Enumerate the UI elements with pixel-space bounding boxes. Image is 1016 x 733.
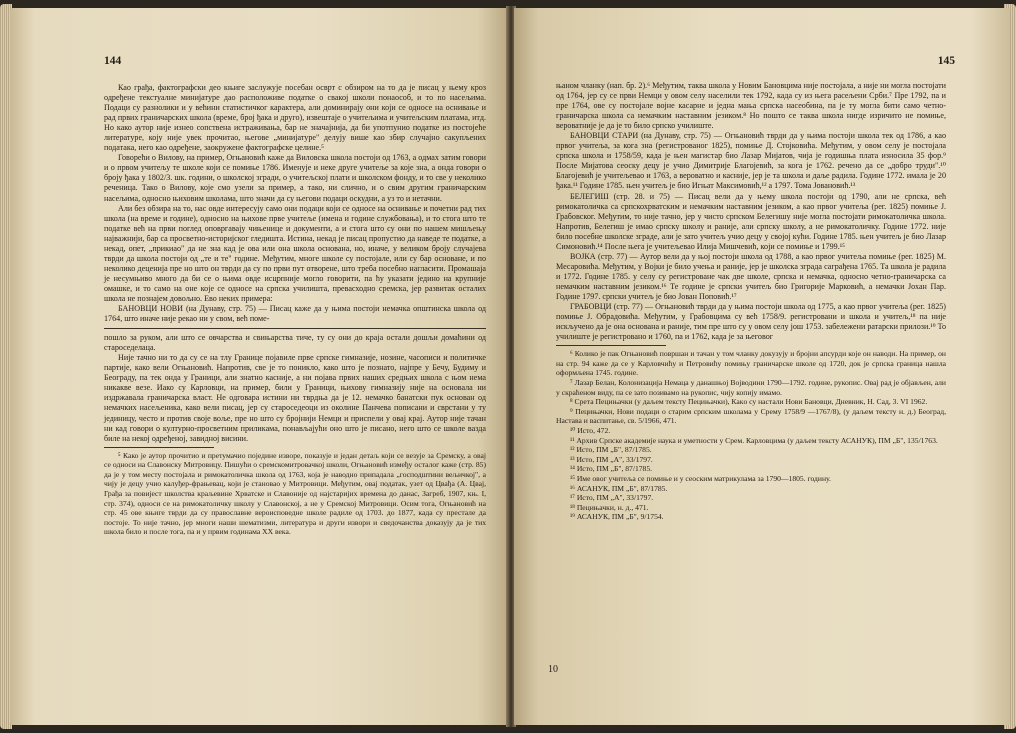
footnote: ⁸ Срета Пецињачки (у даљем тексту Пецињачки), Какo су настали Нови Бановци, Дневник, Н. Сад, 3. VI 1962. — [570, 397, 928, 407]
signature-mark: 10 — [548, 664, 558, 675]
footnote: ¹⁹ АСАНУК, ПМ „Б", 9/1754. — [570, 512, 664, 522]
left-text-column — [104, 83, 486, 537]
page-number: 144 — [104, 55, 122, 67]
footnote: ¹³ Исто, ПМ „А", 33/1797. — [570, 454, 653, 464]
right-text-column — [556, 81, 946, 522]
footnote: ¹⁷ Исто, ПМ „А", 33/1797. — [570, 493, 654, 503]
paragraph: ГРАБОВЦИ (стр. 77) — Огњановић тврди да у њима постоји школа од 1775, а као првог учитеља (рег. 1825) помиње Ј. Обрадовића. Међутим, у Грабовцима су већ 1758/9. регистровани и школа и учитељ,¹⁸ па није искључено да је она основана и раније, тим пре што су у овом селу још 1753. забележени ратарски прилози.¹⁹ То училиште је регистровано и 1760, па и 1762, када је за његовог — [556, 302, 946, 342]
footnote: ¹⁶ АСАНУК, ПМ „Б", 87/1785. — [570, 483, 668, 493]
footnote: ¹¹ Архив Српске академије наука и уметности у Срем. Карловцима (у даљем тексту АСАНУК), ПМ „Б", 135/1763. — [570, 435, 938, 445]
footnote: ¹⁸ Пецињачки, н. д., 471. — [570, 502, 649, 512]
divider — [104, 328, 486, 329]
paragraph: Као грађа, фактографски део књиге заслужује посебан осврт с обзиром на то да је писац у њему кроз одређене текстуалне минијатуре дао расположиве податке о свакој школи понаособ, и то по насељима. Подаци су разнолики и у већини статистичког карактера, али доминирају они који се односе на оснивање и рад првих граничарских школа (време, број ђака и друго), извештаје о учитељима и учитељским платама, итд. Но како аутор није изнео сопствена истраживања, бар не значајнија, да би употпунио податке из постојеће литературе, коју није увек прочитао, његове „минијатуре" делују више као збир случајно сакупљених података, него као одређене, заокружене фактографске целине.⁵ — [104, 83, 486, 153]
right-page — [514, 8, 1010, 725]
footnotes — [104, 451, 486, 537]
footnote: ⁷ Лазар Белан, Колонизација Немаца у данашњој Војводини 1790—1792. године, рукопис. Овај рад је објављен, али у скраћеном виду, па се зато позивамо на рукопис, чију копију имамо. — [556, 378, 946, 397]
footnote: ⁶ Колико је пак Огњановић површан и тачан у том чланку докузују и бројни апсурди које он наводи. На пример, он на стр. 94 каже да се у Карловчићу и Петровићу помињу граничарске школе од 1720, док је српска граница нашла оформљена 1745. године. — [556, 349, 946, 378]
paragraph: њаном чланку (нап. бр. 2).⁶ Међутим, таква школа у Новим Бановцима није постојала, а није ни могла постојати од 1764, јер су се први Немци у овом селу населили тек 1792, када су из њега расељени Срби.⁷ Пре 1792, па и пре 1764, ове су постојале војне касарне и једна мања српска насеобина, па је ту могла бити само четно-граничарска школа са немачким наставним језиком.⁸ Но пошто се таква школа нигде изричито не помиње, вероватније је да је то било српско училиште. — [556, 81, 946, 131]
footnote-rule — [556, 345, 666, 346]
footnote: ¹⁴ Исто, ПМ „Б", 87/1785. — [570, 464, 653, 474]
footnote: ⁹ Пецињачки, Нови подаци о старим српским школама у Срему 1758/9 —1767/8), (у даљем тексту н. д.) Београд, Настава и васпитање, св. 5/1966, 471. — [556, 406, 946, 426]
paragraph: Али без обзира на то, нас овде интересују само они подаци који се односе на оснивање и почетни рад тих школа (на време и године), односно на њихове прве учитеље (имена и године службовања), и то стога што те податке већ на први поглед оповргавају чињенице и документи, а и стога што су они по нашем мишљењу најважнији, бар са просветно-историјског гледишта. Истина, некад је писац пропустио да наведе те податке, а некад, опет, „прикиао" да не зна кад је ова или она школа основана, но, иначе, у великом броју случајева тврди да школа постоји од „те и те" године. Међутим, многе школе су постојале, или су бар основане, и по неколико деценија пре но што он тврди да су по први пут отворене, што треба посебно нагласити. Промашаја је несумњиво много да би се о њима овде исцрпније могло говорити, па ћу указати једино на крупније омашке, и то само на оне које се односе на српска училишта, превасходно сремска, јер развитак осталих школа не познајем довољно. Ево неких примера: — [104, 203, 486, 303]
paragraph: пошло за руком, али што се овчарства и свињарства тиче, ту су они до краја остали дошљи домаћини од староседелаца. — [104, 333, 486, 353]
footnote: ¹⁰ Исто, 472. — [570, 425, 611, 435]
footnotes — [556, 349, 946, 522]
footnote: ¹⁵ Име овог учитеља се помиње и у сеоским матрикулама за 1790—1805. годину. — [570, 473, 831, 483]
footnote: ⁵ Како је аутор прочитио и претумачио поједине изворе, показује и један детаљ који се везује за Сремску, а овај се односи на Славонску Митровицу. Пишући о сремскомитровачкој школи, Огњановић између осталог каже (стр. 85) да је у том месту постојала и римокатоличка школа од 1763, која је наводно припадала „господштини вељичкој", а чију је децу учио калуђер-фрањевац, који је становао у Митровици. Међутим, овај податак, узет од Цвађа (А. Цвај, Грађа за повијест школства краљевине Хрватске и Славоније од најстаријих времена до данас, Загреб, 1907, књ. I, стр. 374), односи се на римокатоличку школу у Славонској, а не у Сремској Митровици. Осим тога, Огњановић на стр. 45 ове књиге тврди да су православне вероисповедне школе радиле од 1703. до 1877, када су престале да постоје. То није тачно, јер многи наши шематизми, литература и други извори и сведочанства доказују да је тих школа било и после тога, па и у првим годинама XX века. — [104, 450, 486, 537]
paragraph: ВОЈКА (стр. 77) — Аутор вели да у њој постоји школа од 1788, а као првог учитеља помиње (рег. 1825) М. Месаровића. Међутим, у Војки је било учења и раније, јер је школска зграда саграђена 1765. Та школа је радила и 1772. Године 1785. у селу су регистроване чак две школе, српска и немачка, односно четно-граничарска са немачким наставним језиком.¹⁶ Те године је српски учитељ био Григорије Марковић, а немачки Јохан Пар. Године 1797. српски учитељ је био Јован Поповић.¹⁷ — [556, 251, 946, 301]
paragraph: БАНОВЦИ НОВИ (на Дунаву, стр. 75) — Писац каже да у њима постоји немачка општинска школа од 1764, што иначе није рекао ни у свом, већ поме- — [104, 304, 486, 324]
footnote-rule — [104, 447, 214, 448]
paragraph: БАНОВЦИ СТАРИ (на Дунаву, стр. 75) — Огњановић тврди да у њима постоји школа тек од 1786, а као првог учитеља, за кога зна (регистрованог 1825), помиње Д. Стојковића. Међутим, у овом селу је постојала српска школа и 1758/59, када је њен магистар био Лазар Мијатов, чија је годишња плата износила 35 фор.⁹ После Мијатова сеоску децу је учио Димитрије Благојевић, за кога је 1762. речено да се „добро труди".¹⁰ Благојевић је учитељевао и 1763, а вероватно и касније, јер је та школа и даље радила. Године 1772. имала је 20 ђака.¹¹ Године 1785. њен учитељ је био Игњат Максимовић,¹² а 1797. Тома Јовановић.¹³ — [556, 131, 946, 191]
page-number: 145 — [937, 55, 955, 67]
left-page — [10, 8, 508, 725]
paragraph: БЕЛЕГИШ (стр. 28. и 75) — Писац вели да у њему школа постоји од 1790, али не српска, већ римокатоличка са српскохрватским и немачким наставним језиком, а као првог учитеља (рег. 1825) помиње Ј. Грабовског. Међутим, то није тачно, јер у чисто српском Белегишу није могла постојати римокатоличка школа. Напротив, Белегиш је имао српску школу и раније, али српску школу, а не римокатоличку. Године 1772. није било посебне школске зграде, али је зато учитељ учио децу у својој кући. Године 1785. њен учитељ је био Лазар Симоновић.¹⁴ После њега је учитељевао Илија Мишчевић, који се помиње и 1799.¹⁵ — [556, 191, 946, 251]
footnote: ¹² Исто, ПМ „Б", 87/1785. — [570, 445, 652, 455]
paragraph: Није тачно ни то да су се на тлу Границе појавиле прве српске гимназије, нозине, часописи и политичке партије, како вели Огњановић. Напротив, све је то поникло, како што је познато, најпре у Бечу, Будиму и Београду, па тек онда у Граници, али знатно касније, а ни појава првих наших средњих школа с њом нема никакве везе. Иако су Карловци, на пример, били у Граници, њихову гимназију није на основала ни издржавала граничарска власт. Не одговара истини ни тврдња да је 12. немачко банатски пук основан од немачких насељеника, како вели писац, јер су староседеоци из околине Панчева пописани и сврстани у ту јединицу, често и против своје воље, пре но што су бројнији Немци и приспели у овај крај. Аутор није тачан ни кад говори о културно-просветним приликама, понављајући оно што је писано, него што се школе вазда биле на некој одређеној, завидној висини. — [104, 353, 486, 443]
paragraph: Говорећи о Вилову, на пример, Огњановић каже да Виловска школа постоји од 1763, а одмах затим говори и о првом учитељу те школе који се помиње 1786. Именује и неке друге учитеље за које зна, а онда говори о броју ђака у 1802/3. шк. години, о школској згради, о учитељској плати и школском фонду, и то све у неколико реченица. Тако о Вилову, које смо узели за пример, а тако, ни слично, и о свим другим граничарским насељима, односно њиховим школама, што значи да су његови подаци оскудни, а уз то и нетачни. — [104, 153, 486, 203]
